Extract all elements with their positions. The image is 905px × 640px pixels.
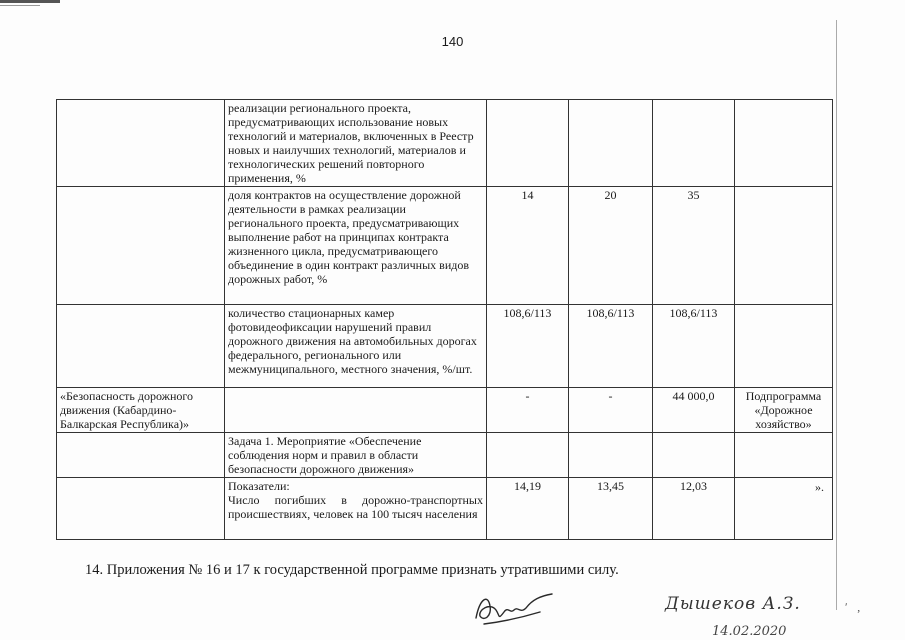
indicator-text: Число погибших в дорожно-транспортных происшествиях, человек на 100 тысяч населения <box>228 493 483 521</box>
handwritten-signature <box>470 588 570 628</box>
value-2020-cell <box>569 100 653 187</box>
program-cell <box>57 100 225 187</box>
note-cell <box>735 433 833 478</box>
signature-date: 14.02.2020 <box>712 624 787 639</box>
value-2020-cell: 20 <box>569 187 653 305</box>
scan-corner-mark <box>0 0 60 3</box>
value-2021-cell: 44 000,0 <box>653 388 735 433</box>
value-2019-cell <box>487 433 569 478</box>
table-row <box>57 100 833 187</box>
indicator-cell: реализации регионального проекта, предусматривающих использование новых технологий и материалов, включенных в Реестр новых и наилучших технологий, материалов и технологических решений повторного применения, % <box>225 100 487 187</box>
indicator-cell: количество стационарных камер фотовидеофиксации нарушений правил дорожного движения на автомобильных дорогах федерального, регионального или межмуниципального, местного значения, %/шт. <box>225 305 487 388</box>
program-table <box>56 99 833 540</box>
value-2019-cell: 14 <box>487 187 569 305</box>
program-cell <box>57 187 225 305</box>
note-cell <box>735 305 833 388</box>
program-cell <box>57 433 225 478</box>
indicator-cell <box>225 388 487 433</box>
value-2021-cell: 35 <box>653 187 735 305</box>
indicator-cell <box>225 478 487 540</box>
value-2021-cell <box>653 100 735 187</box>
value-2019-cell <box>487 100 569 187</box>
program-cell <box>57 305 225 388</box>
value-2021-cell: 12,03 <box>653 478 735 540</box>
value-2020-cell: 13,45 <box>569 478 653 540</box>
signatory-name: Дышеков А.З. <box>665 594 801 614</box>
indicators-heading: Показатели: <box>228 479 290 493</box>
value-2019-cell: - <box>487 388 569 433</box>
indicator-cell: Задача 1. Мероприятие «Обеспечение соблюдения норм и правил в области безопасности дорожного движения» <box>225 433 487 478</box>
closing-paragraph: 14. Приложения № 16 и 17 к государственной программе признать утратившими силу. <box>85 562 619 578</box>
note-cell <box>735 100 833 187</box>
table-row <box>57 433 833 478</box>
scan-marks: ʹ ‚ <box>845 600 861 614</box>
margin-line <box>836 20 837 610</box>
table-row <box>57 478 833 540</box>
table-row <box>57 388 833 433</box>
program-cell <box>57 478 225 540</box>
closing-quote-cell: ». <box>735 478 833 540</box>
value-2020-cell <box>569 433 653 478</box>
value-2020-cell: - <box>569 388 653 433</box>
scan-corner-mark <box>0 5 40 6</box>
table-row <box>57 187 833 305</box>
note-cell: Подпрограмма «Дорожное хозяйство» <box>735 388 833 433</box>
value-2021-cell <box>653 433 735 478</box>
value-2020-cell: 108,6/113 <box>569 305 653 388</box>
value-2019-cell: 14,19 <box>487 478 569 540</box>
indicator-cell: доля контрактов на осуществление дорожной деятельности в рамках реализации регионального проекта, предусматривающих выполнение работ на принципах контракта жизненного цикла, предусматривающего объединение в один контракт различных видов дорожных работ, % <box>225 187 487 305</box>
table-row <box>57 305 833 388</box>
note-cell <box>735 187 833 305</box>
value-2019-cell: 108,6/113 <box>487 305 569 388</box>
page-number: 140 <box>441 34 464 49</box>
program-cell: «Безопасность дорожного движения (Кабардино-Балкарская Республика)» <box>57 388 225 433</box>
value-2021-cell: 108,6/113 <box>653 305 735 388</box>
